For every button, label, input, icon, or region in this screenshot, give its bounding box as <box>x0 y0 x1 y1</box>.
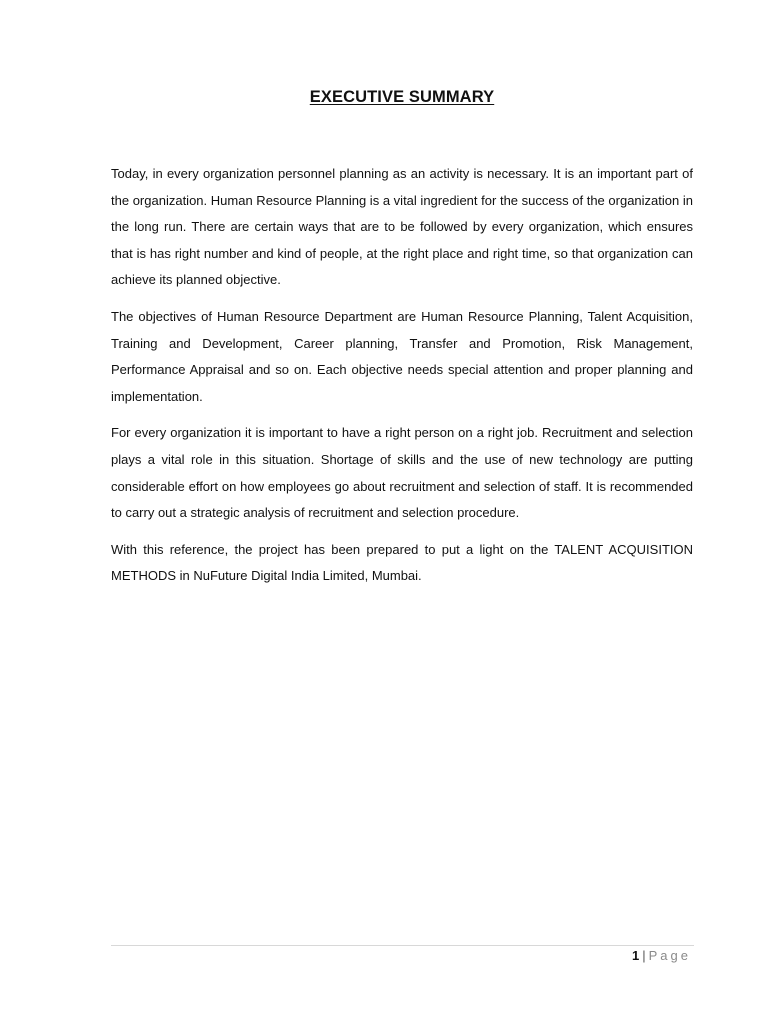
paragraph-reference: With this reference, the project has been prepared to put a light on the TALENT ACQUISITION METHODS in NuFuture Digital India Limited, Mumbai. <box>111 541 693 584</box>
page-number: 1 <box>632 948 640 963</box>
paragraph-intro: Today, in every organization personnel planning as an activity is necessary. It is an important part of the organization. Human Resource Planning is a vital ingredient for the success of the organization in the long run. There are certain ways that are to be followed by every organization, which ensures that is has right number and kind of people, at the right place and right time, so that organization can achieve its planned objective. <box>111 166 693 288</box>
page-label: Page <box>648 948 691 963</box>
page-title: EXECUTIVE SUMMARY <box>309 88 495 106</box>
footer-divider <box>111 945 694 946</box>
paragraph-objectives: The objectives of Human Resource Department are Human Resource Planning, Talent Acquisition, Training and Development, Career planning, Transfer and Promotion, Risk Management, Performance Appraisal and so on. Each objective needs special attention and proper planning and implementation. <box>111 308 693 404</box>
paragraph-recruitment: For every organization it is important to have a right person on a right job. Recruitment and selection plays a vital role in this situation. Shortage of skills and the use of new technology are putting considerable effort on how employees go about recruitment and selection of staff. It is recommended to carry out a strategic analysis of recruitment and selection procedure. <box>111 425 693 521</box>
page-footer <box>632 947 691 965</box>
summary-body <box>111 161 693 600</box>
page-separator: | <box>642 948 646 963</box>
